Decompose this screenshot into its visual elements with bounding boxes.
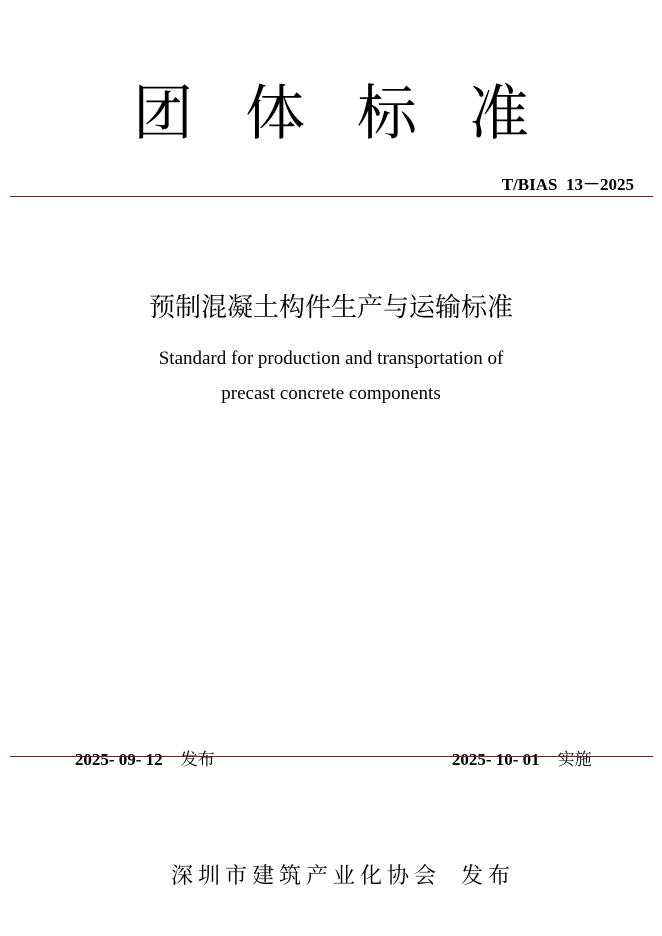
document-title-cn: 预制混凝土构件生产与运输标准 — [148, 293, 513, 323]
document-category-title: 团体标准 — [133, 79, 581, 149]
publisher-action: 发布 — [461, 864, 516, 889]
effective-date-block — [441, 725, 592, 770]
publish-label: 发布 — [180, 750, 215, 770]
bottom-divider — [10, 756, 653, 757]
publisher-name: 深圳市建筑产业化协会 — [170, 864, 441, 889]
effective-date: 2025- 10- 01 — [451, 750, 540, 769]
top-divider — [10, 196, 653, 197]
publish-date: 2025- 09- 12 — [74, 750, 163, 769]
publisher-line — [0, 834, 662, 890]
standard-number: T/BIAS 13－2025 — [501, 175, 634, 194]
publish-date-block — [64, 725, 215, 770]
effective-label: 实施 — [557, 750, 592, 770]
document-title-en-line1: Standard for production and transportation of — [158, 348, 504, 369]
document-title-en-line2: precast concrete components — [221, 383, 441, 404]
